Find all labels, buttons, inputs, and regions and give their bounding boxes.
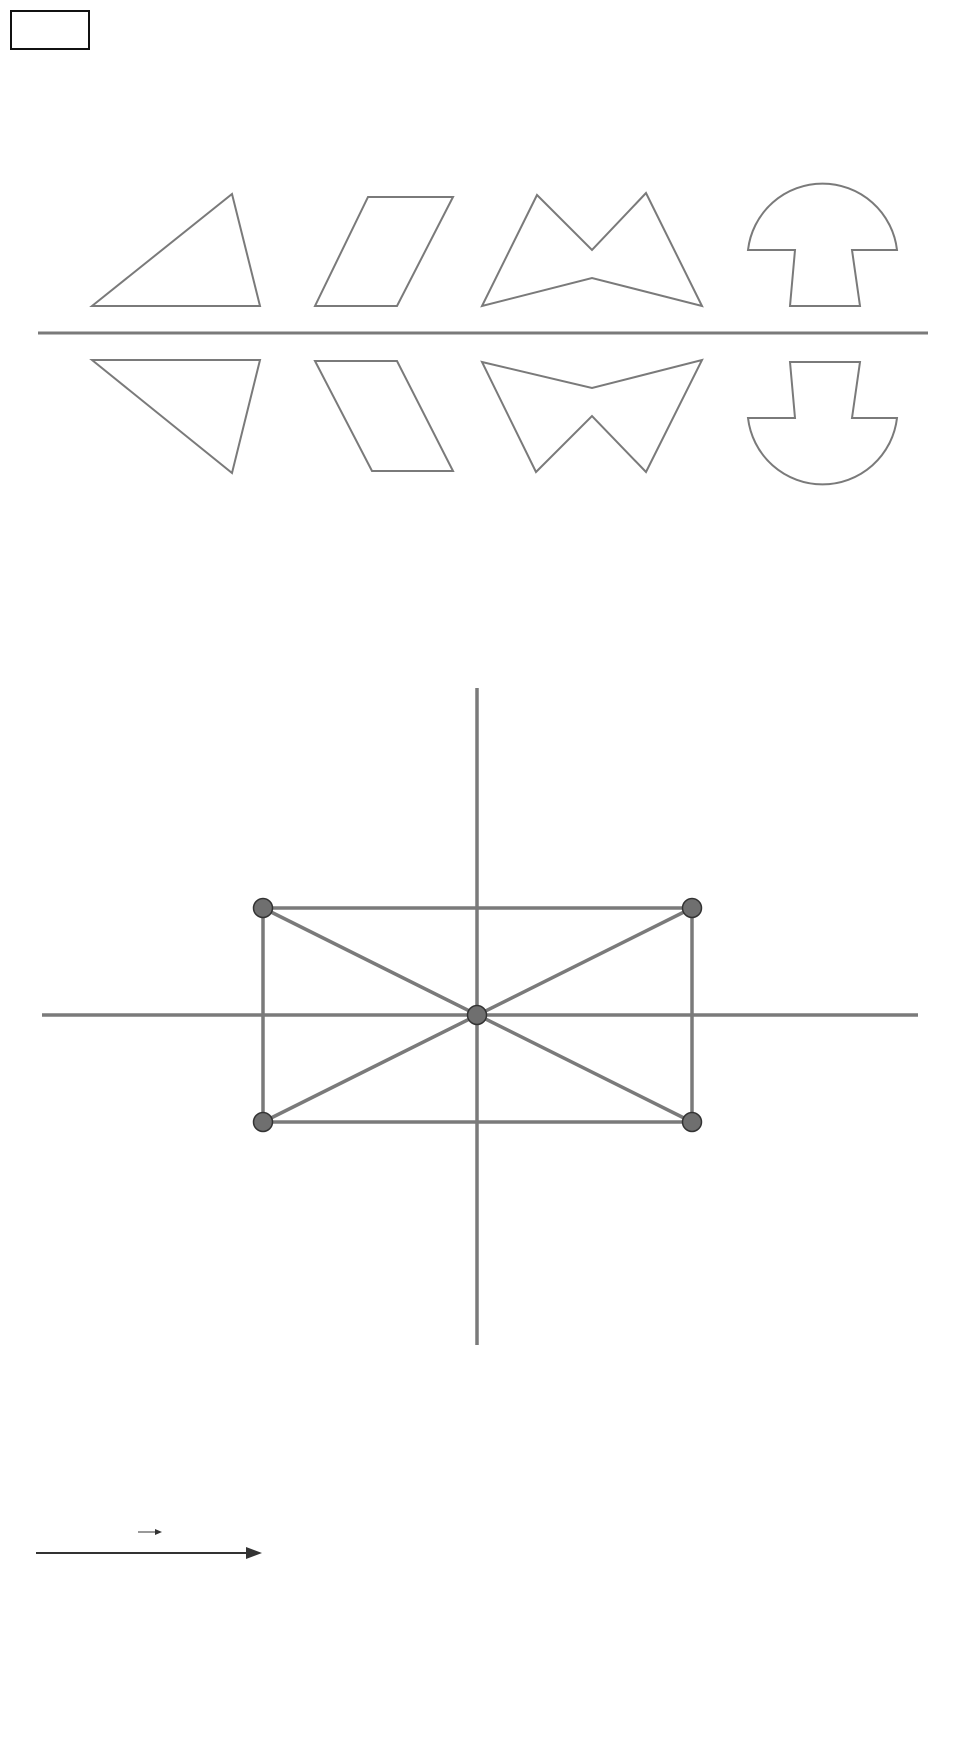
vector-d bbox=[36, 1529, 262, 1559]
